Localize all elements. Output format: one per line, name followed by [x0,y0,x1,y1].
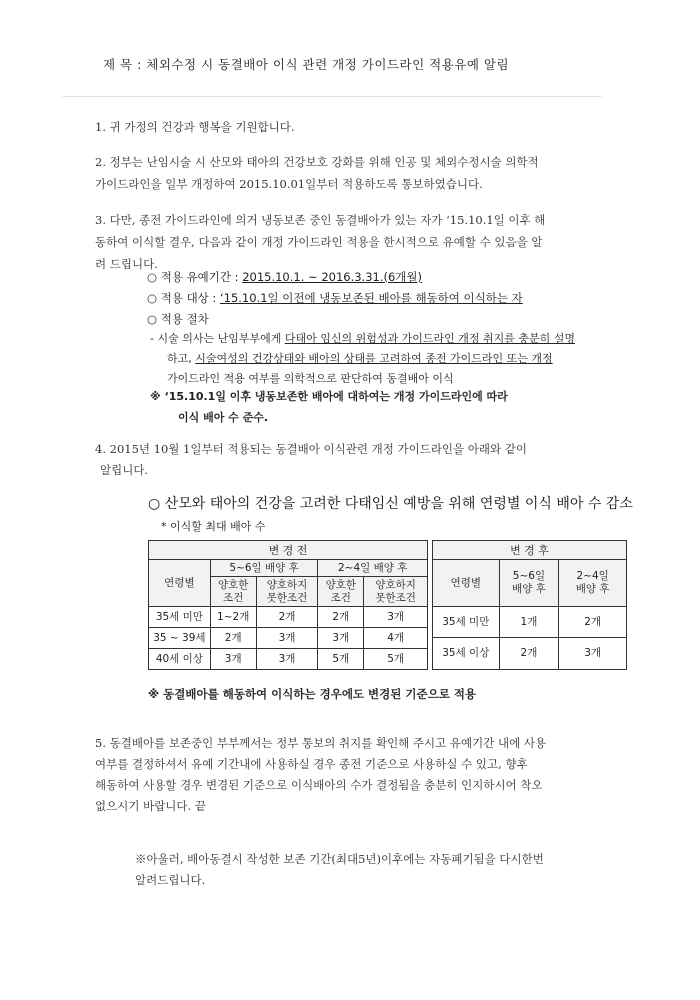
table-cell: 3개 [364,607,428,628]
table-cell: 35세 미만 [433,607,500,638]
table-after-title: 변 경 후 [433,541,627,560]
closing-line-2: 알려드립니다. [135,873,206,887]
table-cell: 3개 [318,628,364,649]
table-cell: 3개 [559,638,627,670]
closing-line-1: ※아울러, 배아동결시 작성한 보존 기간(최대5년)이후에는 자동폐기됨을 다시한번 [135,852,544,866]
table-note: ※ 동결배아를 해동하여 이식하는 경우에도 변경된 기준으로 적용 [148,687,477,701]
table-cell: 5개 [364,649,428,670]
procedure-line-2: 하고, 시술여성의 건강상태와 배아의 상태를 고려하여 종전 가이드라인 또는 개정 [167,352,553,365]
table-before-group-56: 5~6일 배양 후 [210,560,318,577]
bullet-procedure: ○ 적용 절차 [147,312,209,326]
note-line-1: ※ ‘15.10.1일 이후 냉동보존한 배아에 대하여는 개정 가이드라인에 따라 [150,390,508,403]
title-text: 체외수정 시 동결배아 이식 관련 개정 가이드라인 적용유예 알림 [146,57,510,72]
table-after-col-56: 5~6일 배양 후 [499,560,559,607]
table-row [149,607,428,628]
table-row [149,649,428,670]
paragraph-3-line-2: 동하여 이식할 결우, 다음과 같이 개정 가이드라인 적용을 한시적으로 유예할 수 있음을 알 [95,235,543,249]
title-divider [62,96,602,97]
table-row [433,638,627,670]
table-row [433,607,627,638]
target-value: ‘15.10.1일 이전에 냉동보존된 배아를 해동하여 이식하는 자 [219,291,523,305]
title-label: 제 목 : [103,57,142,72]
table-before-title: 변 경 전 [149,541,428,560]
table-after-age-header: 연령별 [433,560,500,607]
section-subheading: * 이식할 최대 배아 수 [161,520,266,533]
table-after-col-24: 2~4일 배양 후 [559,560,627,607]
paragraph-3-line-1: 3. 다만, 종전 가이드라인에 의거 냉동보존 중인 동결배아가 있는 자가 ‘15.10.1일 이후 해 [95,213,546,227]
table-cell: 35세 이상 [433,638,500,670]
table-cell: 4개 [364,628,428,649]
table-before-age-header: 연령별 [149,560,211,607]
table-before-bad-56: 양호하지 못한조건 [256,577,318,607]
paragraph-5-line-4: 없으시기 바랍니다. 끝 [95,799,206,813]
table-cell: 3개 [256,649,318,670]
table-cell: 5개 [318,649,364,670]
paragraph-3-line-3: 려 드립니다. [95,257,158,271]
paragraph-5-line-3: 해동하여 사용할 경우 변경된 기준으로 이식배아의 수가 결정됨을 충분히 인지하시어 착오 [95,778,543,792]
table-before-bad-24: 양호하지 못한조건 [364,577,428,607]
paragraph-5-line-1: 5. 동결배아를 보존중인 부부께서는 정부 통보의 취지를 확인해 주시고 유예기간 내에 사용 [95,736,547,750]
note-line-2: 이식 배아 수 준수. [178,411,269,424]
bullet-deferral-period: ○ 적용 유예기간 : 2015.10.1. ~ 2016.3.31.(6개월) [147,270,423,284]
table-cell: 2개 [318,607,364,628]
table-cell: 35세 미만 [149,607,211,628]
table-cell: 2개 [499,638,559,670]
table-cell: 2개 [559,607,627,638]
procedure-line-3: 가이드라인 적용 여부를 의학적으로 판단하여 동결배아 이식 [167,372,454,385]
table-before-good-56: 양호한 조건 [210,577,256,607]
paragraph-4-line-2: 알립니다. [100,463,149,477]
paragraph-2-line-1: 2. 정부는 난임시술 시 산모와 태아의 건강보호 강화를 위해 인공 및 체외수정시술 의학적 [95,155,539,169]
table-cell: 1개 [499,607,559,638]
table-cell: 1~2개 [210,607,256,628]
paragraph-5-line-2: 여부를 결정하셔서 유예 기간내에 사용하실 경우 종전 기준으로 사용하실 수 있고, 향후 [95,757,528,771]
table-row [149,628,428,649]
table-cell: 40세 이상 [149,649,211,670]
table-cell: 2개 [210,628,256,649]
table-before-good-24: 양호한 조건 [318,577,364,607]
table-before [148,540,428,670]
procedure-line-1: - 시술 의사는 난임부부에게 다태아 임신의 위험성과 가이드라인 개정 취지를 충분히 설명 [150,332,575,345]
paragraph-1: 1. 귀 가정의 건강과 행복을 기원합니다. [95,120,295,134]
table-after [432,540,627,670]
table-cell: 35 ~ 39세 [149,628,211,649]
bullet-target: ○ 적용 대상 : ‘15.10.1일 이전에 냉동보존된 배아를 해동하여 이식하는 자 [147,291,523,305]
table-cell: 3개 [210,649,256,670]
paragraph-2-line-2: 가이드라인을 일부 개정하여 2015.10.01일부터 적용하도록 통보하였습니다. [95,177,483,191]
table-cell: 3개 [256,628,318,649]
table-before-group-24: 2~4일 배양 후 [318,560,428,577]
section-heading: ○ 산모와 태아의 건강을 고려한 다태임신 예방을 위해 연령별 이식 배아 수 감소 [148,496,633,512]
document-title [103,55,509,73]
deferral-period-value: 2015.10.1. ~ 2016.3.31.(6개월) [242,270,423,284]
paragraph-4-line-1: 4. 2015년 10월 1일부터 적용되는 동결배아 이식관련 개정 가이드라인을 아래와 같이 [95,442,528,456]
table-cell: 2개 [256,607,318,628]
